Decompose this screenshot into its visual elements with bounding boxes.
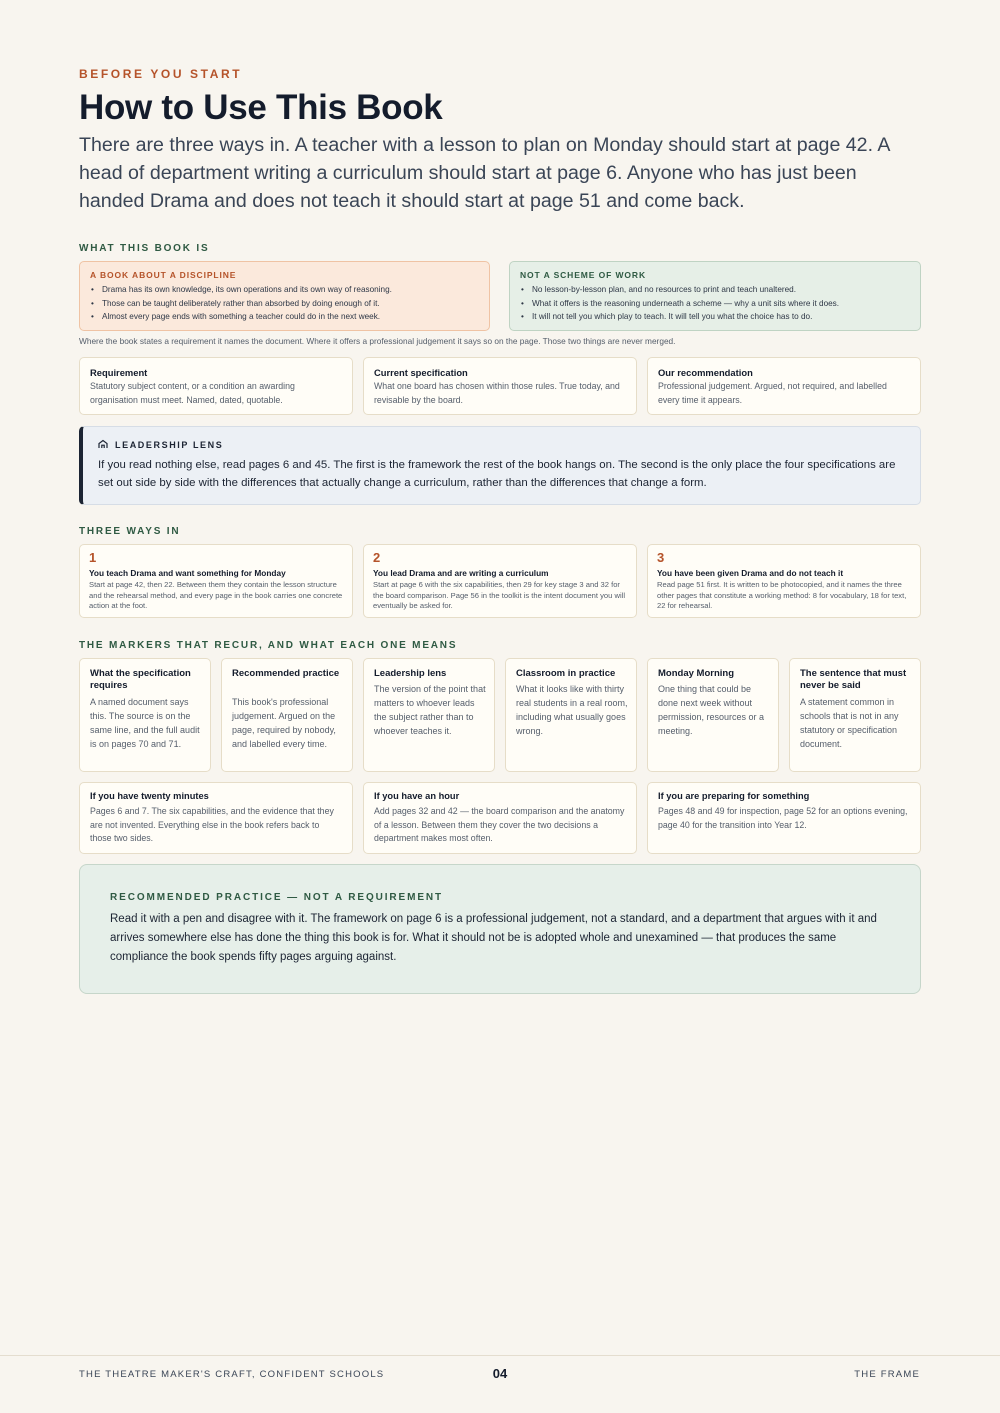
discipline-heading: A BOOK ABOUT A DISCIPLINE: [90, 270, 237, 280]
time-card-hour: [363, 782, 637, 854]
way-body: Start at page 42, then 22. Between them they contain the lesson structure and the rehearsal method, and every page in the book carries one concrete action at the foot.: [89, 580, 343, 611]
section-label-markers: THE MARKERS THAT RECUR, AND WHAT EACH ONE MEANS: [79, 640, 458, 651]
time-body: Pages 6 and 7. The six capabilities, and the evidence that they are not invented. Everything else in the book refers back to those two sides.: [90, 806, 334, 844]
marker-title: What the specification requires: [90, 668, 191, 691]
marker-card-classroom: [505, 658, 637, 772]
way-in-card-3: [647, 544, 921, 618]
way-in-card-1: [79, 544, 353, 618]
list-item: • Almost every page ends with something a teacher could do in the next week.: [102, 310, 481, 324]
list-item: • It will not tell you which play to teach. It will tell you what the choice has to do.: [532, 310, 912, 324]
recommended-practice-heading: RECOMMENDED PRACTICE — NOT A REQUIREMENT: [110, 892, 444, 903]
eyebrow: BEFORE YOU START: [79, 67, 243, 81]
marker-body: This book's professional judgement. Argued on the page, required by nobody, and labelled every time.: [232, 697, 336, 749]
definition-body: Professional judgement. Argued, not required, and labelled every time it appears.: [658, 381, 887, 405]
definition-body: What one board has chosen within those rules. True today, and revisable by the board.: [374, 381, 620, 405]
way-body: Start at page 6 with the six capabilities, then 29 for key stage 3 and 32 for the board comparison. Page 56 in the toolkit is the intent document you will eventually be asked for.: [373, 580, 626, 611]
way-body: Read page 51 first. It is written to be photocopied, and it names the three other pages that constitute a working method: 8 for vocabulary, 18 for text, 22 for rehearsal.: [657, 580, 907, 611]
way-in-card-2: [363, 544, 637, 618]
page-title: How to Use This Book: [79, 88, 443, 127]
way-title: You have been given Drama and do not teach it: [657, 568, 844, 578]
not-scheme-list: [532, 283, 912, 324]
marker-body: What it looks like with thirty real students in a real room, including what usually goes wrong.: [516, 684, 628, 736]
leadership-lens-body: If you read nothing else, read pages 6 and 45. The first is the framework the rest of the book hangs on. The second is the only place the four specifications are set out side by side with the differences that actually change a curriculum, rather than the differences that change a form.: [98, 459, 896, 489]
list-item: • What it offers is the reasoning underneath a scheme — why a unit sits where it does.: [532, 297, 912, 311]
definition-body: Statutory subject content, or a condition an awarding organisation must meet. Named, dated, quotable.: [90, 381, 295, 405]
marker-card-recommended: [221, 658, 353, 772]
marker-card-specification: [79, 658, 211, 772]
marker-title: The sentence that must never be said: [800, 668, 907, 691]
list-item: • Those can be taught deliberately rather than absorbed by doing enough of it.: [102, 297, 481, 311]
marker-body: One thing that could be done next week without permission, resources or a meeting.: [658, 684, 765, 736]
list-item: • No lesson-by-lesson plan, and no resources to print and teach unaltered.: [532, 283, 912, 297]
way-number: 2: [373, 550, 381, 565]
way-number: 1: [89, 550, 97, 565]
time-card-twenty-minutes: [79, 782, 353, 854]
marker-card-never-said: [789, 658, 921, 772]
way-title: You lead Drama and are writing a curriculum: [373, 568, 549, 578]
definition-title: Requirement: [90, 367, 148, 378]
marker-title: Classroom in practice: [516, 668, 616, 679]
marker-title: Monday Morning: [658, 668, 734, 679]
discipline-panel: [79, 261, 490, 331]
not-scheme-heading: NOT A SCHEME OF WORK: [520, 270, 646, 280]
marker-title: Recommended practice: [232, 668, 340, 679]
way-number: 3: [657, 550, 665, 565]
leadership-lens-label: LEADERSHIP LENS: [115, 440, 224, 450]
leadership-lens-callout: [79, 426, 921, 505]
recommended-practice-body: Read it with a pen and disagree with it. The framework on page 6 is a professional judgement, not a standard, and a department that argues with it and arrives somewhere else has done the thing this book is for. What it should not be is adopted whole and unexamined — that produces the same compliance the book spends fifty pages arguing against.: [110, 913, 877, 964]
page-number: 04: [492, 1366, 508, 1381]
recommended-practice-callout: [79, 864, 921, 994]
footer-divider: [0, 1355, 1000, 1356]
definition-title: Our recommendation: [658, 367, 753, 378]
definition-card-current-specification: [363, 357, 637, 415]
marker-card-leadership: [363, 658, 495, 772]
way-title: You teach Drama and want something for Monday: [89, 568, 286, 578]
discipline-list: [102, 283, 481, 324]
time-body: Add pages 32 and 42 — the board comparison and the anatomy of a lesson. Between them they cover the two decisions a department makes most often.: [374, 806, 625, 844]
section-label-ways-in: THREE WAYS IN: [79, 526, 181, 537]
marker-title: Leadership lens: [374, 668, 447, 679]
time-body: Pages 48 and 49 for inspection, page 52 for an options evening, page 40 for the transition into Year 12.: [658, 806, 908, 830]
not-scheme-panel: [509, 261, 921, 331]
time-card-preparing: [647, 782, 921, 854]
definition-title: Current specification: [374, 367, 468, 378]
footer-book-title: THE THEATRE MAKER'S CRAFT, CONFIDENT SCHOOLS: [79, 1369, 385, 1380]
marker-body: A statement common in schools that is not in any statutory or specification document.: [800, 697, 899, 749]
definition-card-requirement: [79, 357, 353, 415]
time-title: If you are preparing for something: [658, 791, 810, 801]
time-title: If you have an hour: [374, 791, 460, 801]
list-item: • Drama has its own knowledge, its own operations and its own way of reasoning.: [102, 283, 481, 297]
footer-section-title: THE FRAME: [854, 1369, 920, 1380]
definition-card-recommendation: [647, 357, 921, 415]
lede-paragraph: There are three ways in. A teacher with a lesson to plan on Monday should start at page 42. A head of department writing a curriculum should start at page 6. Anyone who has just been handed Drama and does not teach it should start at page 51 and come back.: [79, 134, 890, 212]
requirement-note: Where the book states a requirement it names the document. Where it offers a professional judgement it says so on the page. Those two things are never merged.: [79, 336, 676, 346]
marker-body: A named document says this. The source is on the same line, and the full audit is on pages 70 and 71.: [90, 697, 200, 749]
time-title: If you have twenty minutes: [90, 791, 209, 801]
section-label-what-is: WHAT THIS BOOK IS: [79, 243, 210, 254]
marker-body: The version of the point that matters to whoever leads the subject rather than to whoever teaches it.: [374, 684, 486, 736]
leadership-lens-heading: [98, 439, 223, 451]
building-icon: [98, 439, 108, 451]
marker-card-monday: [647, 658, 779, 772]
